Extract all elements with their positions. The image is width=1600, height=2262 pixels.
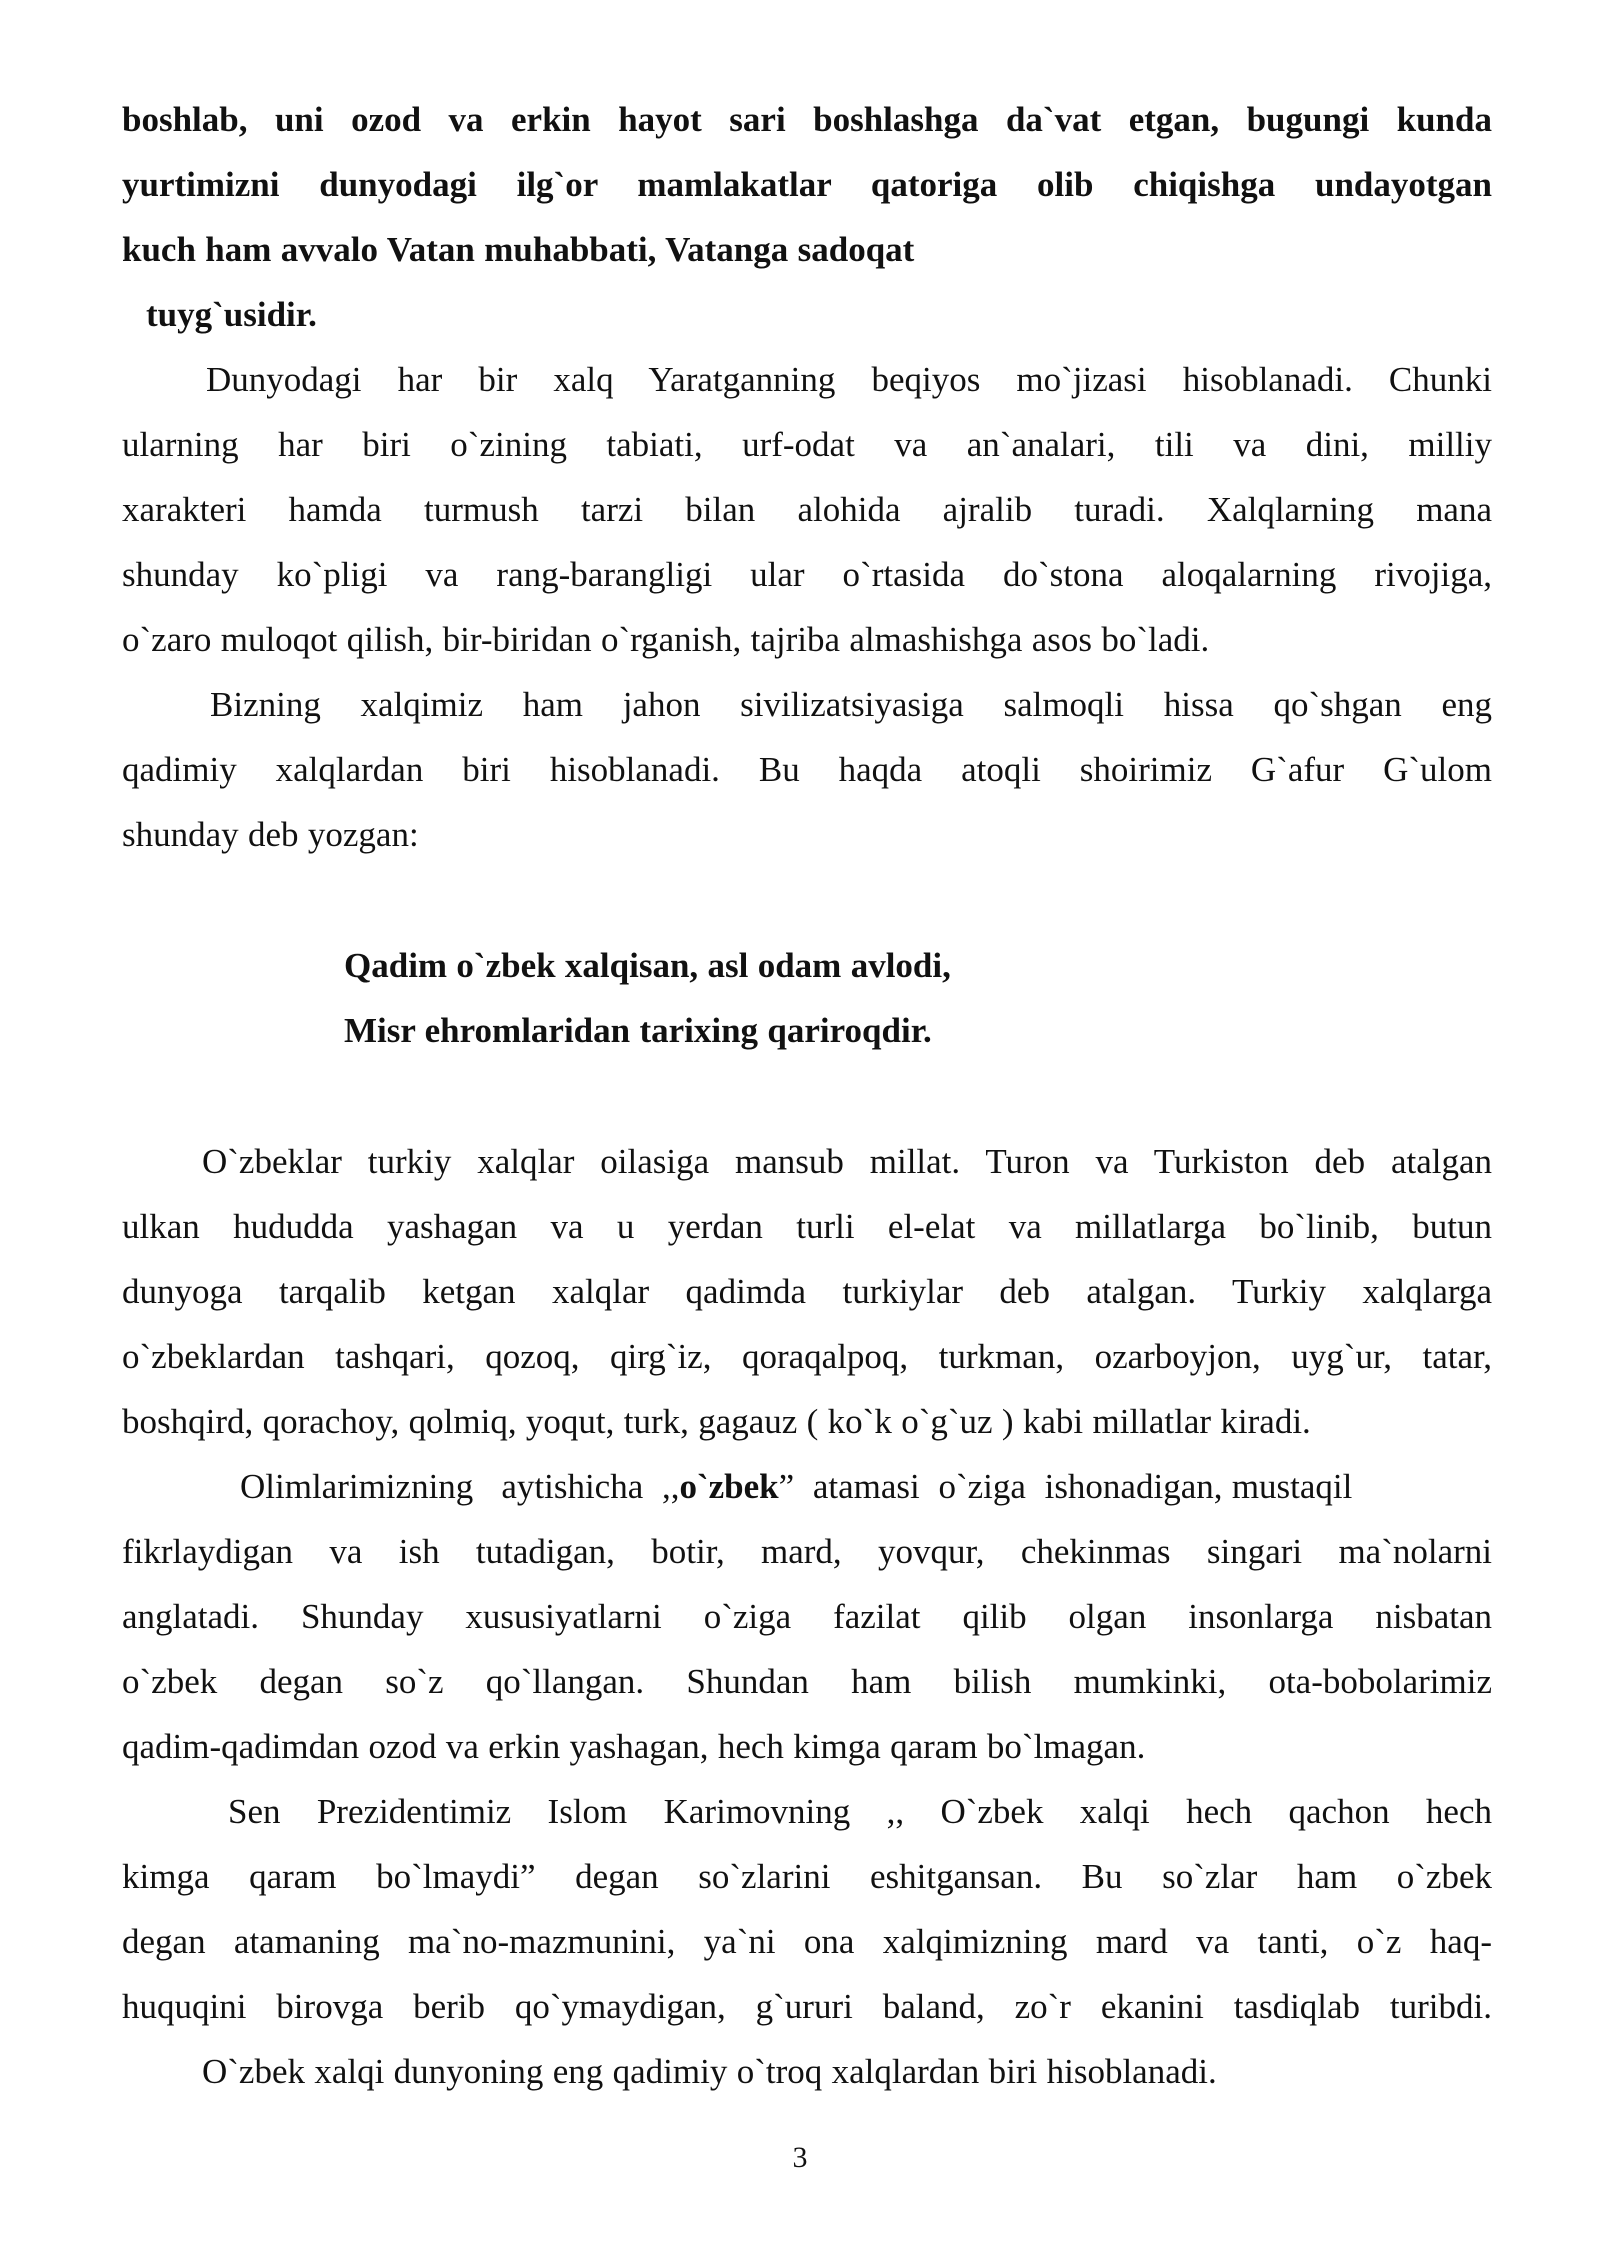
paragraph-first-line [240,1465,1492,1509]
text-line: huquqini birovga berib qo`ymaydigan, g`ururi baland, zo`r ekanini tasdiqlab turibdi. [122,1987,1492,2026]
page-number: 3 [792,2141,808,2174]
text-line: tuyg`usidir. [146,295,317,334]
text-segment [240,1465,1352,1509]
text-line: o`zbeklardan tashqari, qozoq, qirg`iz, qoraqalpoq, turkman, ozarboyjon, uyg`ur, tatar, [122,1337,1492,1376]
text-line: fikrlaydigan va ish tutadigan, botir, mard, yovqur, chekinmas singari ma`nolarni [122,1532,1492,1571]
text-line: ularning har biri o`zining tabiati, urf-odat va an`analari, tili va dini, milliy [122,425,1492,464]
text-line: kimga qaram bo`lmaydi” degan so`zlarini eshitgansan. Bu so`zlar ham o`zbek [122,1857,1492,1896]
paragraph-first-line: Sen Prezidentimiz Islom Karimovning ,, O`zbek xalqi hech qachon hech [228,1792,1492,1831]
text-line: yurtimizni dunyodagi ilg`or mamlakatlar qatoriga olib chiqishga undayotgan [122,165,1492,204]
text-line: qadim-qadimdan ozod va erkin yashagan, hech kimga qaram bo`lmagan. [122,1727,1146,1766]
poem-line: Misr ehromlaridan tarixing qariroqdir. [344,1011,932,1050]
emphasized-term: o`zbek [679,1467,779,1506]
text-line: qadimiy xalqlardan biri hisoblanadi. Bu haqda atoqli shoirimiz G`afur G`ulom [122,750,1492,789]
paragraph-first-line: O`zbek xalqi dunyoning eng qadimiy o`troq xalqlardan biri hisoblanadi. [202,2052,1217,2091]
text-line: degan atamaning ma`no-mazmunini, ya`ni ona xalqimizning mard va tanti, o`z haq- [122,1922,1492,1961]
text-line: boshqird, qorachoy, qolmiq, yoqut, turk, gagauz ( ko`k o`g`uz ) kabi millatlar kiradi. [122,1402,1311,1441]
paragraph-first-line: Bizning xalqimiz ham jahon sivilizatsiyasiga salmoqli hissa qo`shgan eng [210,685,1492,724]
text-line: anglatadi. Shunday xususiyatlarni o`ziga fazilat qilib olgan insonlarga nisbatan [122,1597,1492,1636]
text-segment: ” atamasi o`ziga ishonadigan, mustaqil [778,1467,1353,1506]
text-line: shunday deb yozgan: [122,815,419,854]
text-line: dunyoga tarqalib ketgan xalqlar qadimda turkiylar deb atalgan. Turkiy xalqlarga [122,1272,1492,1311]
text-line: o`zaro muloqot qilish, bir-biridan o`rganish, tajriba almashishga asos bo`ladi. [122,620,1210,659]
text-line: shunday ko`pligi va rang-barangligi ular o`rtasida do`stona aloqalarning rivojiga, [122,555,1492,594]
paragraph-first-line: Dunyodagi har bir xalq Yaratganning beqiyos mo`jizasi hisoblanadi. Chunki [206,360,1492,399]
text-line: boshlab, uni ozod va erkin hayot sari boshlashga da`vat etgan, bugungi kunda [122,100,1492,139]
text-line: xarakteri hamda turmush tarzi bilan alohida ajralib turadi. Xalqlarning mana [122,490,1492,529]
poem-line: Qadim o`zbek xalqisan, asl odam avlodi, [344,946,951,985]
text-line: ulkan hududda yashagan va u yerdan turli el-elat va millatlarga bo`linib, butun [122,1207,1492,1246]
text-line: o`zbek degan so`z qo`llangan. Shundan ham bilish mumkinki, ota-bobolarimiz [122,1662,1492,1701]
text-line: kuch ham avvalo Vatan muhabbati, Vatanga sadoqat [122,230,915,269]
paragraph-first-line: O`zbeklar turkiy xalqlar oilasiga mansub millat. Turon va Turkiston deb atalgan [202,1142,1492,1181]
text-segment: Olimlarimizning aytishicha ,, [240,1467,680,1506]
